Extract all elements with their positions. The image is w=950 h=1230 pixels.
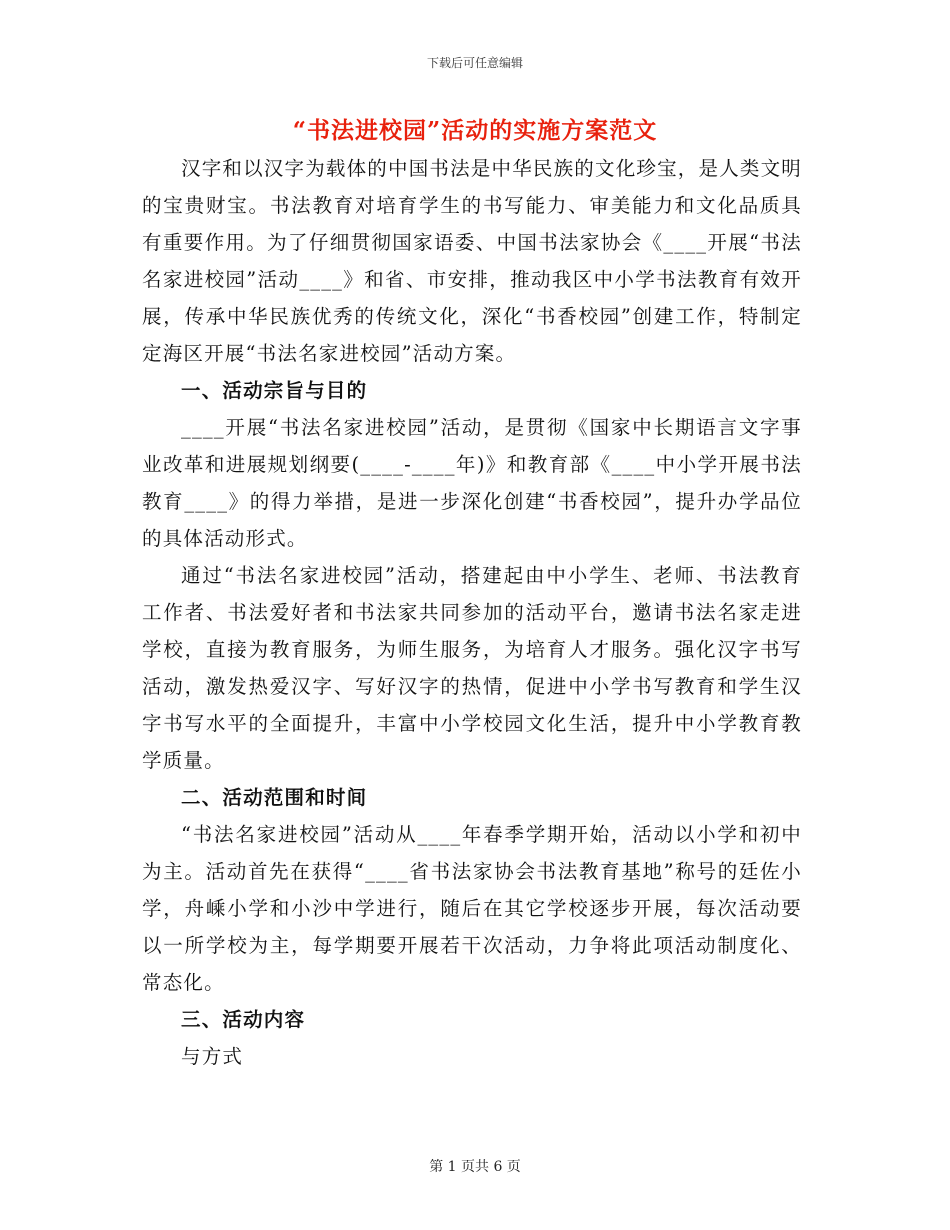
paragraph-intro: 汉字和以汉字为载体的中国书法是中华民族的文化珍宝，是人类文明的宝贵财宝。书法教育对培育学生的书写能力、审美能力和文化品质具有重要作用。为了仔细贯彻国家语委、中国书法家协会《____开展“书法名家进校园”活动____》和省、市安排，推动我区中小学书法教育有效开展，传承中华民族优秀的传统文化，深化“书香校园”创建工作，特制定定海区开展“书法名家进校园”活动方案。 bbox=[142, 157, 803, 365]
page-footer: 第 1 页共 6 页 bbox=[429, 1159, 521, 1175]
document-body bbox=[142, 150, 802, 1075]
header-note: 下载后可任意编辑 bbox=[426, 56, 523, 70]
paragraph-scope: “书法名家进校园”活动从____年春季学期开始，活动以小学和初中为主。活动首先在获得“____省书法家协会书法教育基地”称号的廷佐小学，舟嵊小学和小沙中学进行，随后在其它学校逐步开展，每次活动要以一所学校为主，每学期要开展若干次活动，力争将此项活动制度化、常态化。 bbox=[142, 823, 802, 994]
document-title: “书法进校园”活动的实施方案范文 bbox=[292, 117, 658, 144]
paragraph-platform: 通过“书法名家进校园”活动，搭建起由中小学生、老师、书法教育工作者、书法爱好者和书法家共同参加的活动平台，邀请书法名家走进学校，直接为教育服务，为师生服务，为培育人才服务。强化汉字书写活动，激发热爱汉字、写好汉字的热情，促进中小学书写教育和学生汉字书写水平的全面提升，丰富中小学校园文化生活，提升中小学教育教学质量。 bbox=[142, 564, 802, 772]
section-heading-2: 二、活动范围和时间 bbox=[181, 786, 368, 809]
section-heading-3: 三、活动内容 bbox=[181, 1008, 306, 1031]
section-heading-1: 一、活动宗旨与目的 bbox=[181, 379, 368, 402]
paragraph-purpose: ____开展“书法名家进校园”活动，是贯彻《国家中长期语言文字事业改革和进展规划纲要(____-____年)》和教育部《____中小学开展书法教育____》的得力举措，是进一步深化创建“书香校园”，提升办学品位的具体活动形式。 bbox=[142, 416, 802, 550]
paragraph-method: 与方式 bbox=[181, 1045, 244, 1068]
